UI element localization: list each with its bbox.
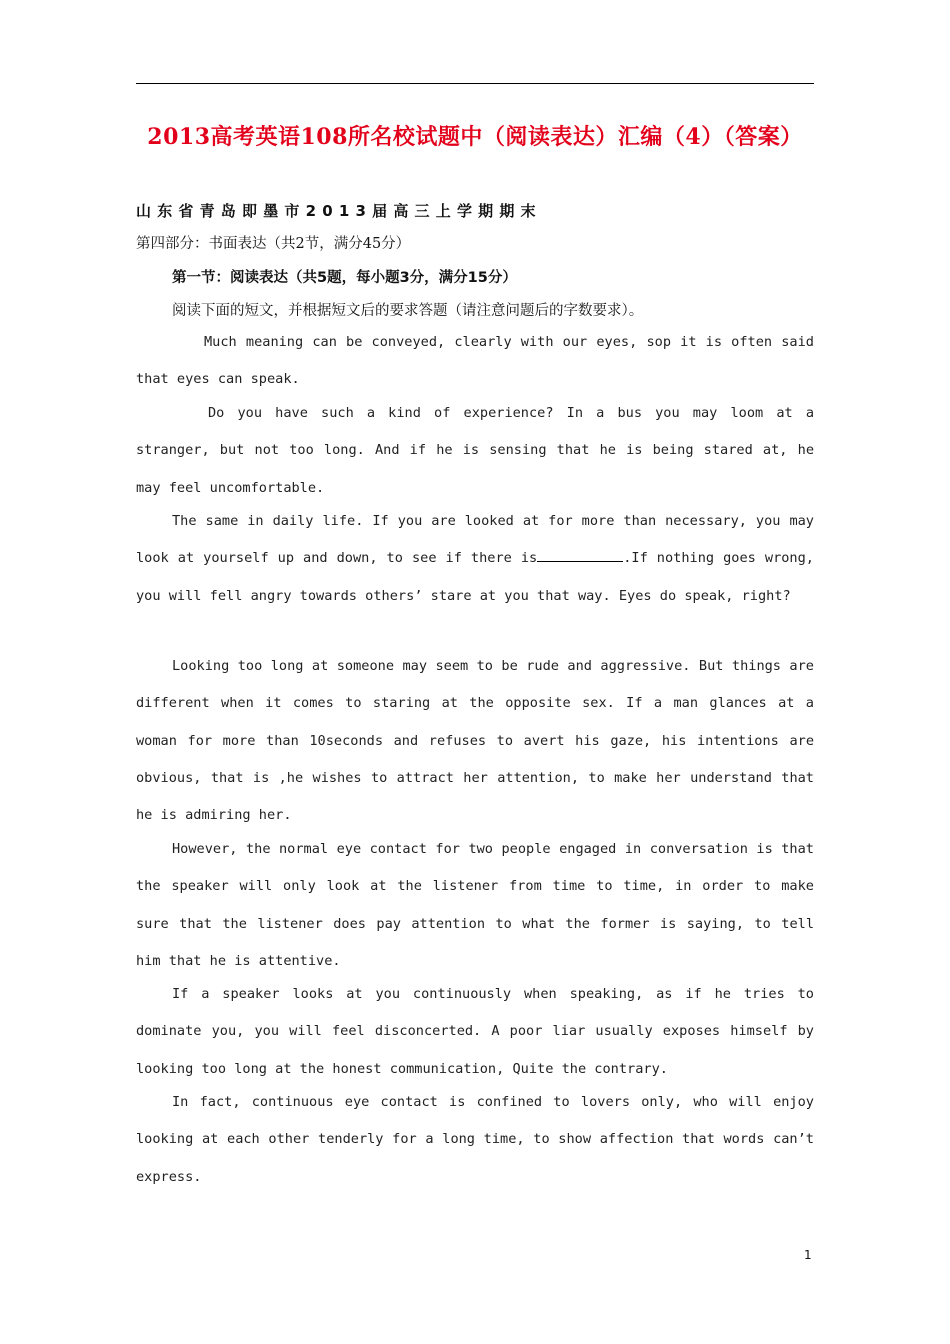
- paragraph: Much meaning can be conveyed, clearly with our eyes, sop it is often said that eyes can speak.: [136, 334, 814, 388]
- paragraph: Do you have such a kind of experience? In a bus you may loom at a stranger, but not too long. And if he is sensing that he is being stared at, he may feel uncomfortable.: [136, 405, 814, 496]
- passage: [136, 1084, 814, 1196]
- paragraph: If a speaker looks at you continuously when speaking, as if he tries to dominate you, you will feel disconcerted. A poor liar usually exposes himself by looking too long at the honest communication, Quite the contrary.: [136, 986, 814, 1077]
- passage: [136, 831, 814, 980]
- paragraph: [136, 503, 814, 615]
- paragraph-text: The same in daily life. If you are looked at for more than necessary, you may look at yourself up and down, to see if there is: [136, 513, 814, 567]
- answer-blank: [537, 547, 623, 562]
- paragraph: In fact, continuous eye contact is confined to lovers only, who will enjoy looking at each other tenderly for a long time, to show affection that words can’t express.: [136, 1094, 814, 1185]
- passage: [136, 648, 814, 834]
- instruction-text: 阅读下面的短文，并根据短文后的要求答题（请注意问题后的字数要求）。: [172, 303, 644, 319]
- passage: [136, 395, 814, 507]
- page-number: 1: [804, 1248, 812, 1262]
- school-heading: 山东省青岛即墨市2013届高三上学期期末: [136, 202, 542, 220]
- passage: [136, 503, 814, 615]
- part-heading: 第四部分：书面表达（共2节，满分45分）: [136, 236, 411, 252]
- passage: [136, 976, 814, 1088]
- paragraph: Looking too long at someone may seem to be rude and aggressive. But things are different when it comes to staring at the opposite sex. If a man glances at a woman for more than 10seconds and refuses to avert his gaze, his intentions are obvious, that is ,he wishes to attract her attention, to make her understand that he is admiring her.: [136, 658, 814, 824]
- document-title: 2013高考英语108所名校试题中（阅读表达）汇编（4）（答案）: [147, 124, 803, 150]
- section-heading: 第一节：阅读表达（共5题，每小题3分，满分15分）: [172, 270, 517, 286]
- paragraph-text: .If nothing goes wrong, you will fell angry towards others’ stare at you that way. Eyes do speak, right?: [136, 550, 814, 604]
- paragraph: However, the normal eye contact for two people engaged in conversation is that the speaker will only look at the listener from time to time, in order to make sure that the listener does pay attention to what the former is saying, to tell him that he is attentive.: [136, 841, 814, 969]
- passage: [136, 324, 814, 399]
- header-rule: [136, 83, 814, 84]
